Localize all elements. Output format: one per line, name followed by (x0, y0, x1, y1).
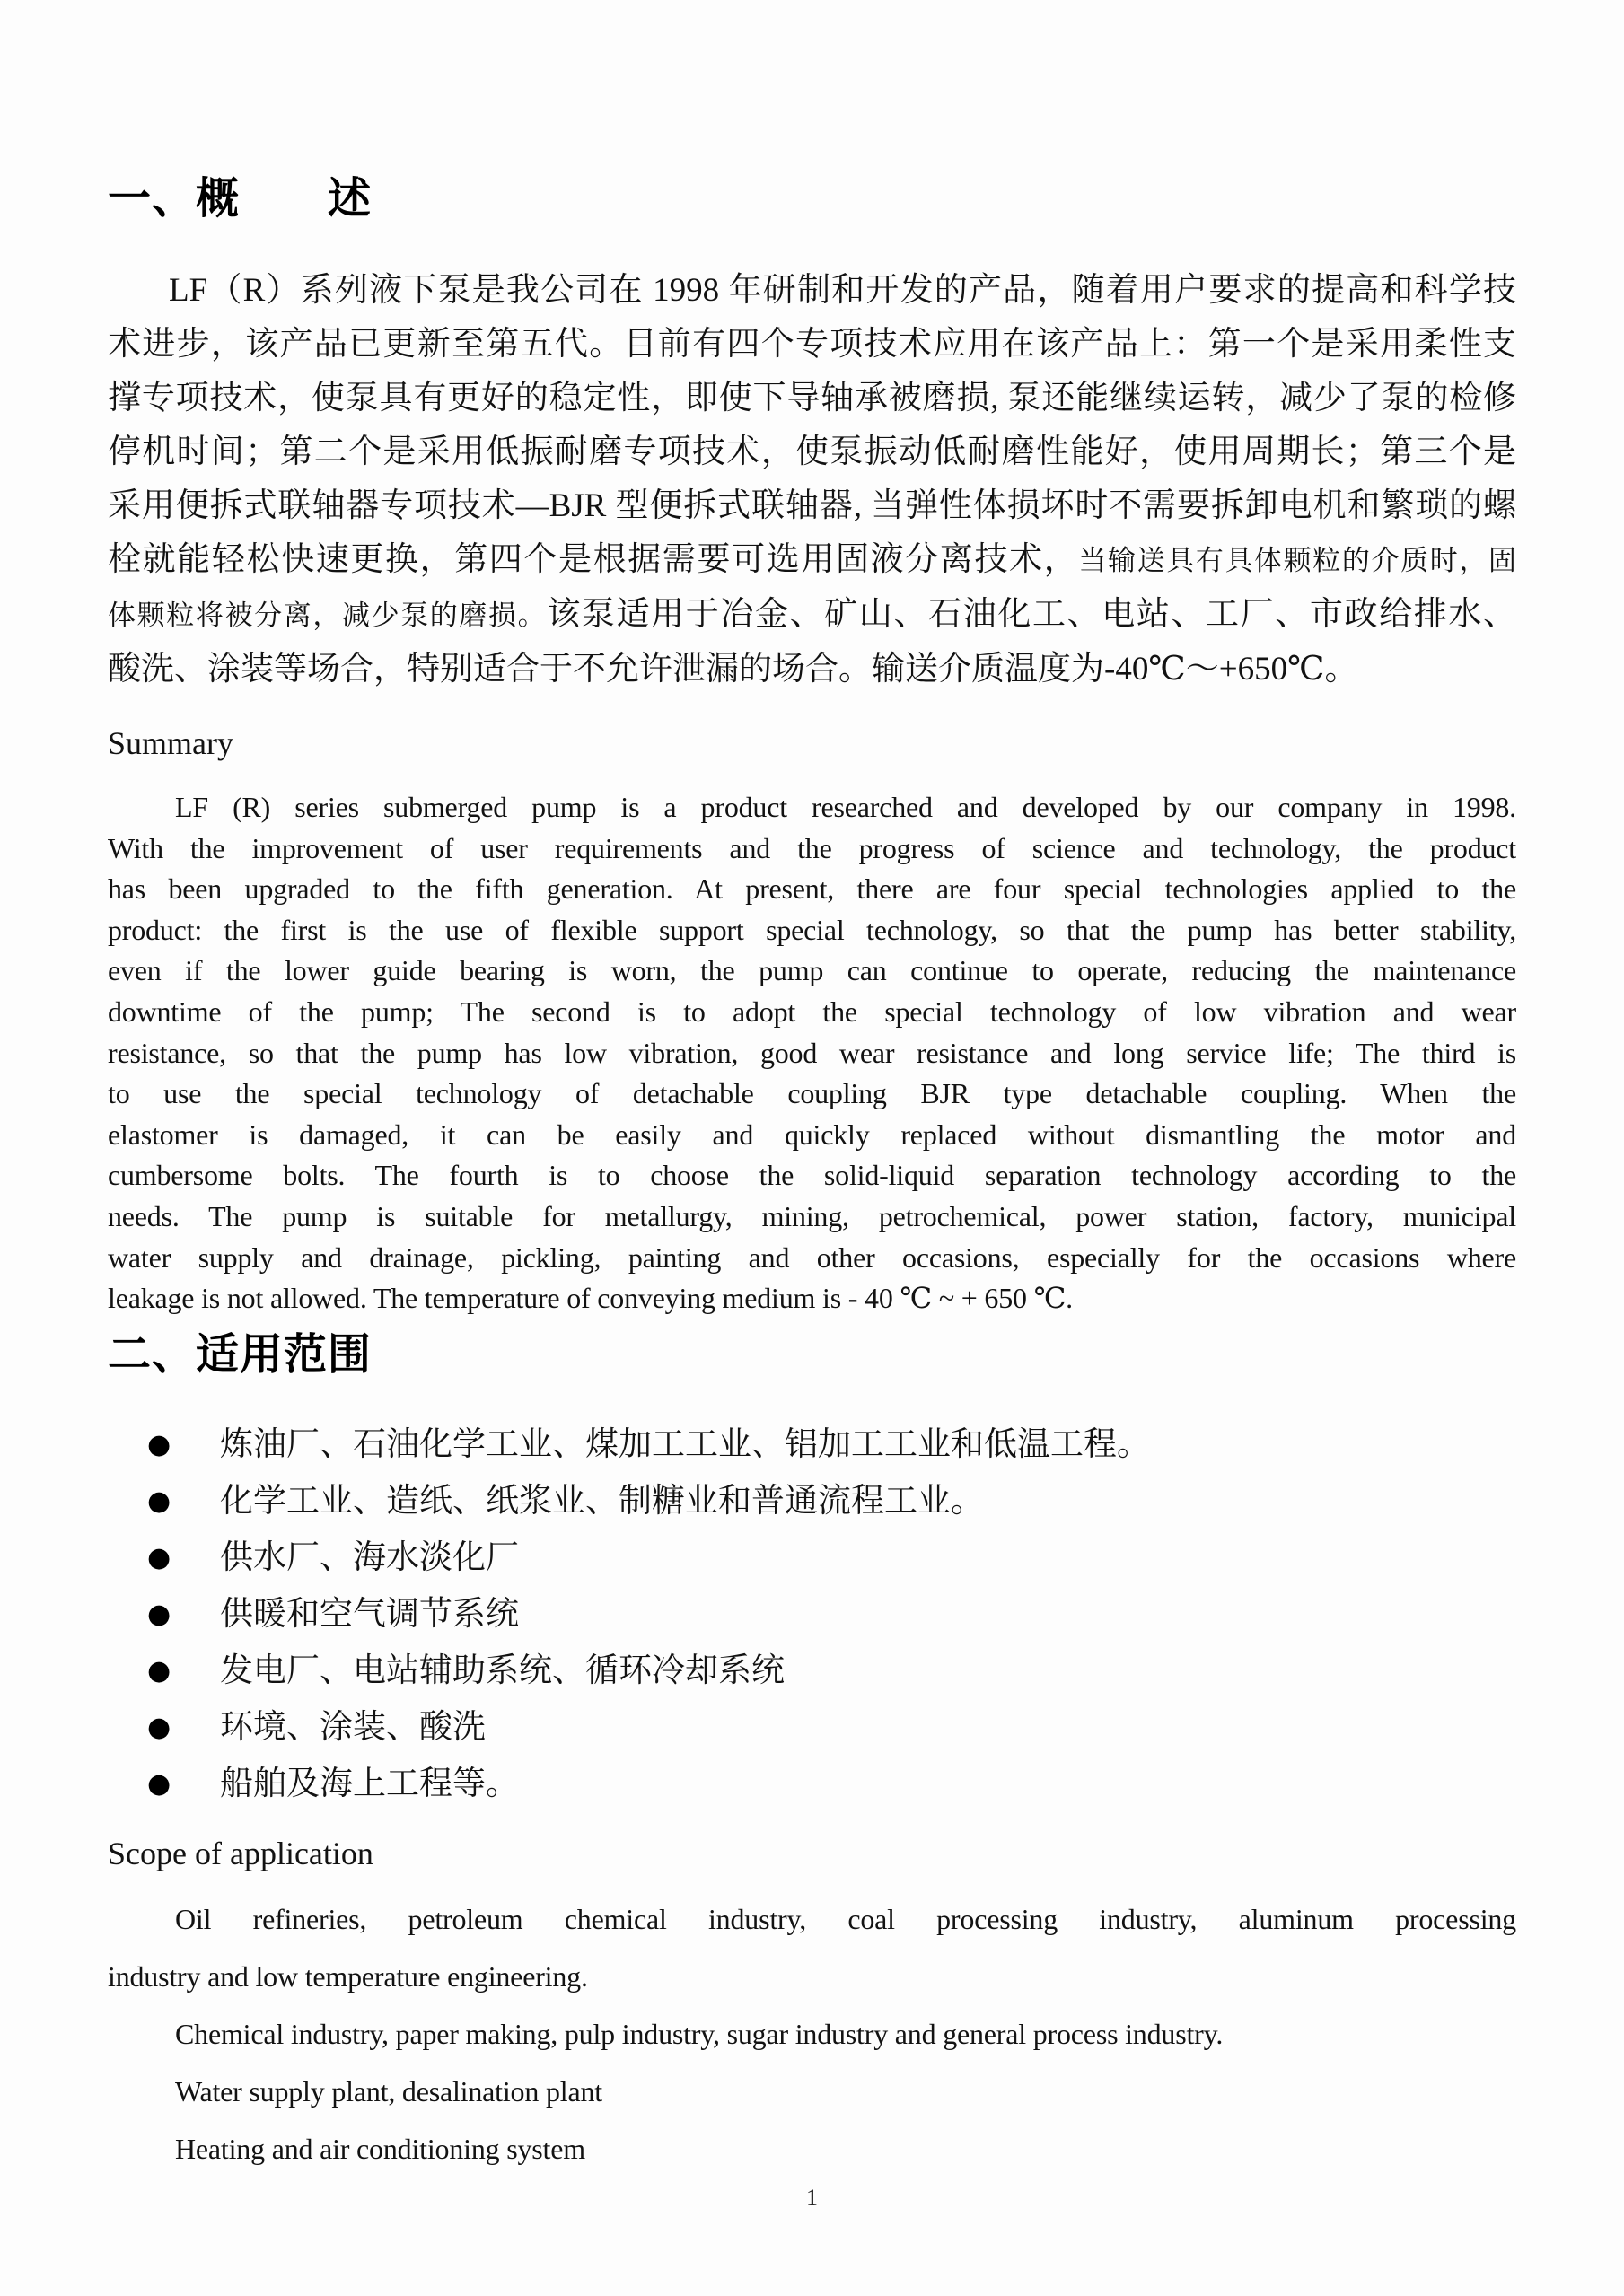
summary-en-line: has been upgraded to the fifth generation. At present, there are four special technologies applied to the (108, 872, 1516, 906)
overview-zh-segment-small: 体颗粒将被分离，减少泵的磨损。 (108, 600, 548, 631)
summary-en-line: LF (R) series submerged pump is a product researched and developed by our company in 1998. (175, 791, 1516, 823)
overview-heading: 一、概 述 (108, 175, 373, 223)
overview-zh-segment: 撑专项技术，使泵具有更好的稳定性，即使下导轴承被磨损, 泵还能继续运转，减少了泵的检修 (108, 380, 1516, 416)
bullet-item (108, 1699, 1516, 1756)
scope-heading: 二、适用范围 (108, 1330, 373, 1379)
bullet-item (108, 1586, 1516, 1643)
scope-paragraph (108, 2063, 1516, 2120)
bullet-icon: ● (147, 1598, 171, 1630)
summary-en-line: to use the special technology of detachable coupling BJR type detachable coupling. When the (108, 1077, 1516, 1110)
scope-paragraphs-en (108, 1890, 1516, 2178)
bullet-icon: ● (147, 1711, 171, 1743)
overview-zh-segment: LF（R）系列液下泵是我公司在 1998 年研制和开发的产品，随着用户要求的提高和科学技 (169, 272, 1516, 309)
overview-zh-line (108, 318, 1516, 372)
bullet-icon: ● (147, 1541, 171, 1573)
summary-en-line: resistance, so that the pump has low vibration, good wear resistance and long service life; The third is (108, 1036, 1516, 1069)
bullet-item (108, 1473, 1516, 1529)
overview-zh-segment: 该泵适用于冶金、矿山、石油化工、电站、工厂、市政给排水、 (547, 596, 1517, 633)
bullet-icon: ● (147, 1654, 171, 1687)
overview-zh-segment: 采用便拆式联轴器专项技术—BJR 型便拆式联轴器, 当弹性体损坏时不需要拆卸电机和繁琐的螺 (108, 487, 1516, 524)
bullet-item-label: 供暖和空气调节系统 (220, 1595, 519, 1633)
bullet-item-label: 环境、涂装、酸洗 (220, 1708, 486, 1746)
scope-en-line: industry and low temperature engineering. (108, 1959, 588, 1993)
bullet-item (108, 1529, 1516, 1586)
bullet-icon: ● (147, 1428, 171, 1460)
overview-zh-segment: 酸洗、涂装等场合，特别适合于不允许泄漏的场合。输送介质温度为-40℃～+650℃。 (108, 651, 1358, 688)
bullet-icon: ● (147, 1767, 171, 1800)
scope-label: Scope of application (108, 1835, 373, 1871)
scope-en-line: Heating and air conditioning system (175, 2132, 585, 2165)
bullet-item-label: 炼油厂、石油化学工业、煤加工工业、铝加工工业和低温工程。 (220, 1425, 1150, 1463)
overview-zh-segment: 术进步，该产品已更新至第五代。目前有四个专项技术应用在该产品上：第一个是采用柔性支 (108, 326, 1516, 363)
summary-en-line: even if the lower guide bearing is worn, the pump can continue to operate, reducing the maintenance (108, 954, 1516, 987)
overview-zh-segment-small: 当输送具有具体颗粒的介质时，固 (1078, 545, 1517, 576)
scope-en-line: Chemical industry, paper making, pulp industry, sugar industry and general process industry. (175, 2017, 1224, 2050)
bullet-item (108, 1416, 1516, 1473)
bullet-icon: ● (147, 1485, 171, 1517)
summary-label: Summary (108, 725, 233, 761)
scope-en-line: Water supply plant, desalination plant (175, 2074, 602, 2108)
scope-paragraph (108, 2005, 1516, 2063)
scope-paragraph (108, 1890, 1516, 2005)
overview-zh-line (108, 372, 1516, 425)
bullet-item (108, 1756, 1516, 1812)
bullet-item (108, 1643, 1516, 1699)
bullet-item-label: 发电厂、电站辅助系统、循环冷却系统 (220, 1652, 785, 1689)
overview-zh-line (108, 479, 1516, 533)
summary-en-line: downtime of the pump; The second is to adopt the special technology of low vibration and wear (108, 995, 1516, 1028)
bullet-item-label: 船舶及海上工程等。 (220, 1765, 519, 1802)
summary-en-line: water supply and drainage, pickling, painting and other occasions, especially for the occasions where (108, 1240, 1516, 1274)
overview-zh-line (108, 425, 1516, 479)
overview-zh-line (108, 588, 1516, 643)
overview-zh-segment: 停机时间；第二个是采用低振耐磨专项技术，使泵振动低耐磨性能好，使用周期长；第三个是 (108, 434, 1516, 470)
bullet-item-label: 供水厂、海水淡化厂 (220, 1538, 519, 1576)
summary-en-line: With the improvement of user requirements and the progress of science and technology, the product (108, 831, 1516, 864)
overview-zh-line (108, 264, 1516, 318)
summary-en-line: product: the first is the use of flexible support special technology, so that the pump has better stability, (108, 913, 1516, 946)
summary-en-line: cumbersome bolts. The fourth is to choose the solid-liquid separation technology according to the (108, 1159, 1516, 1192)
overview-paragraph-zh (108, 264, 1516, 697)
page-number: 1 (806, 2184, 818, 2211)
summary-en-line: needs. The pump is suitable for metallurgy, mining, petrochemical, power station, factory, municipal (108, 1199, 1516, 1232)
summary-en-line: leakage is not allowed. The temperature of conveying medium is - 40 ℃ ~ + 650 ℃. (108, 1282, 1073, 1315)
scope-en-line: Oil refineries, petroleum chemical industry, coal processing industry, aluminum processing (175, 1902, 1516, 1935)
scope-paragraph (108, 2120, 1516, 2178)
bullet-item-label: 化学工业、造纸、纸浆业、制糖业和普通流程工业。 (220, 1482, 984, 1520)
overview-zh-line (108, 643, 1516, 697)
summary-en-line: elastomer is damaged, it can be easily and quickly replaced without dismantling the motor and (108, 1117, 1516, 1151)
overview-zh-segment: 栓就能轻松快速更换，第四个是根据需要可选用固液分离技术， (108, 541, 1079, 578)
overview-zh-line (108, 533, 1516, 588)
summary-paragraph-en (108, 787, 1516, 1319)
scope-bullet-list (108, 1416, 1516, 1812)
